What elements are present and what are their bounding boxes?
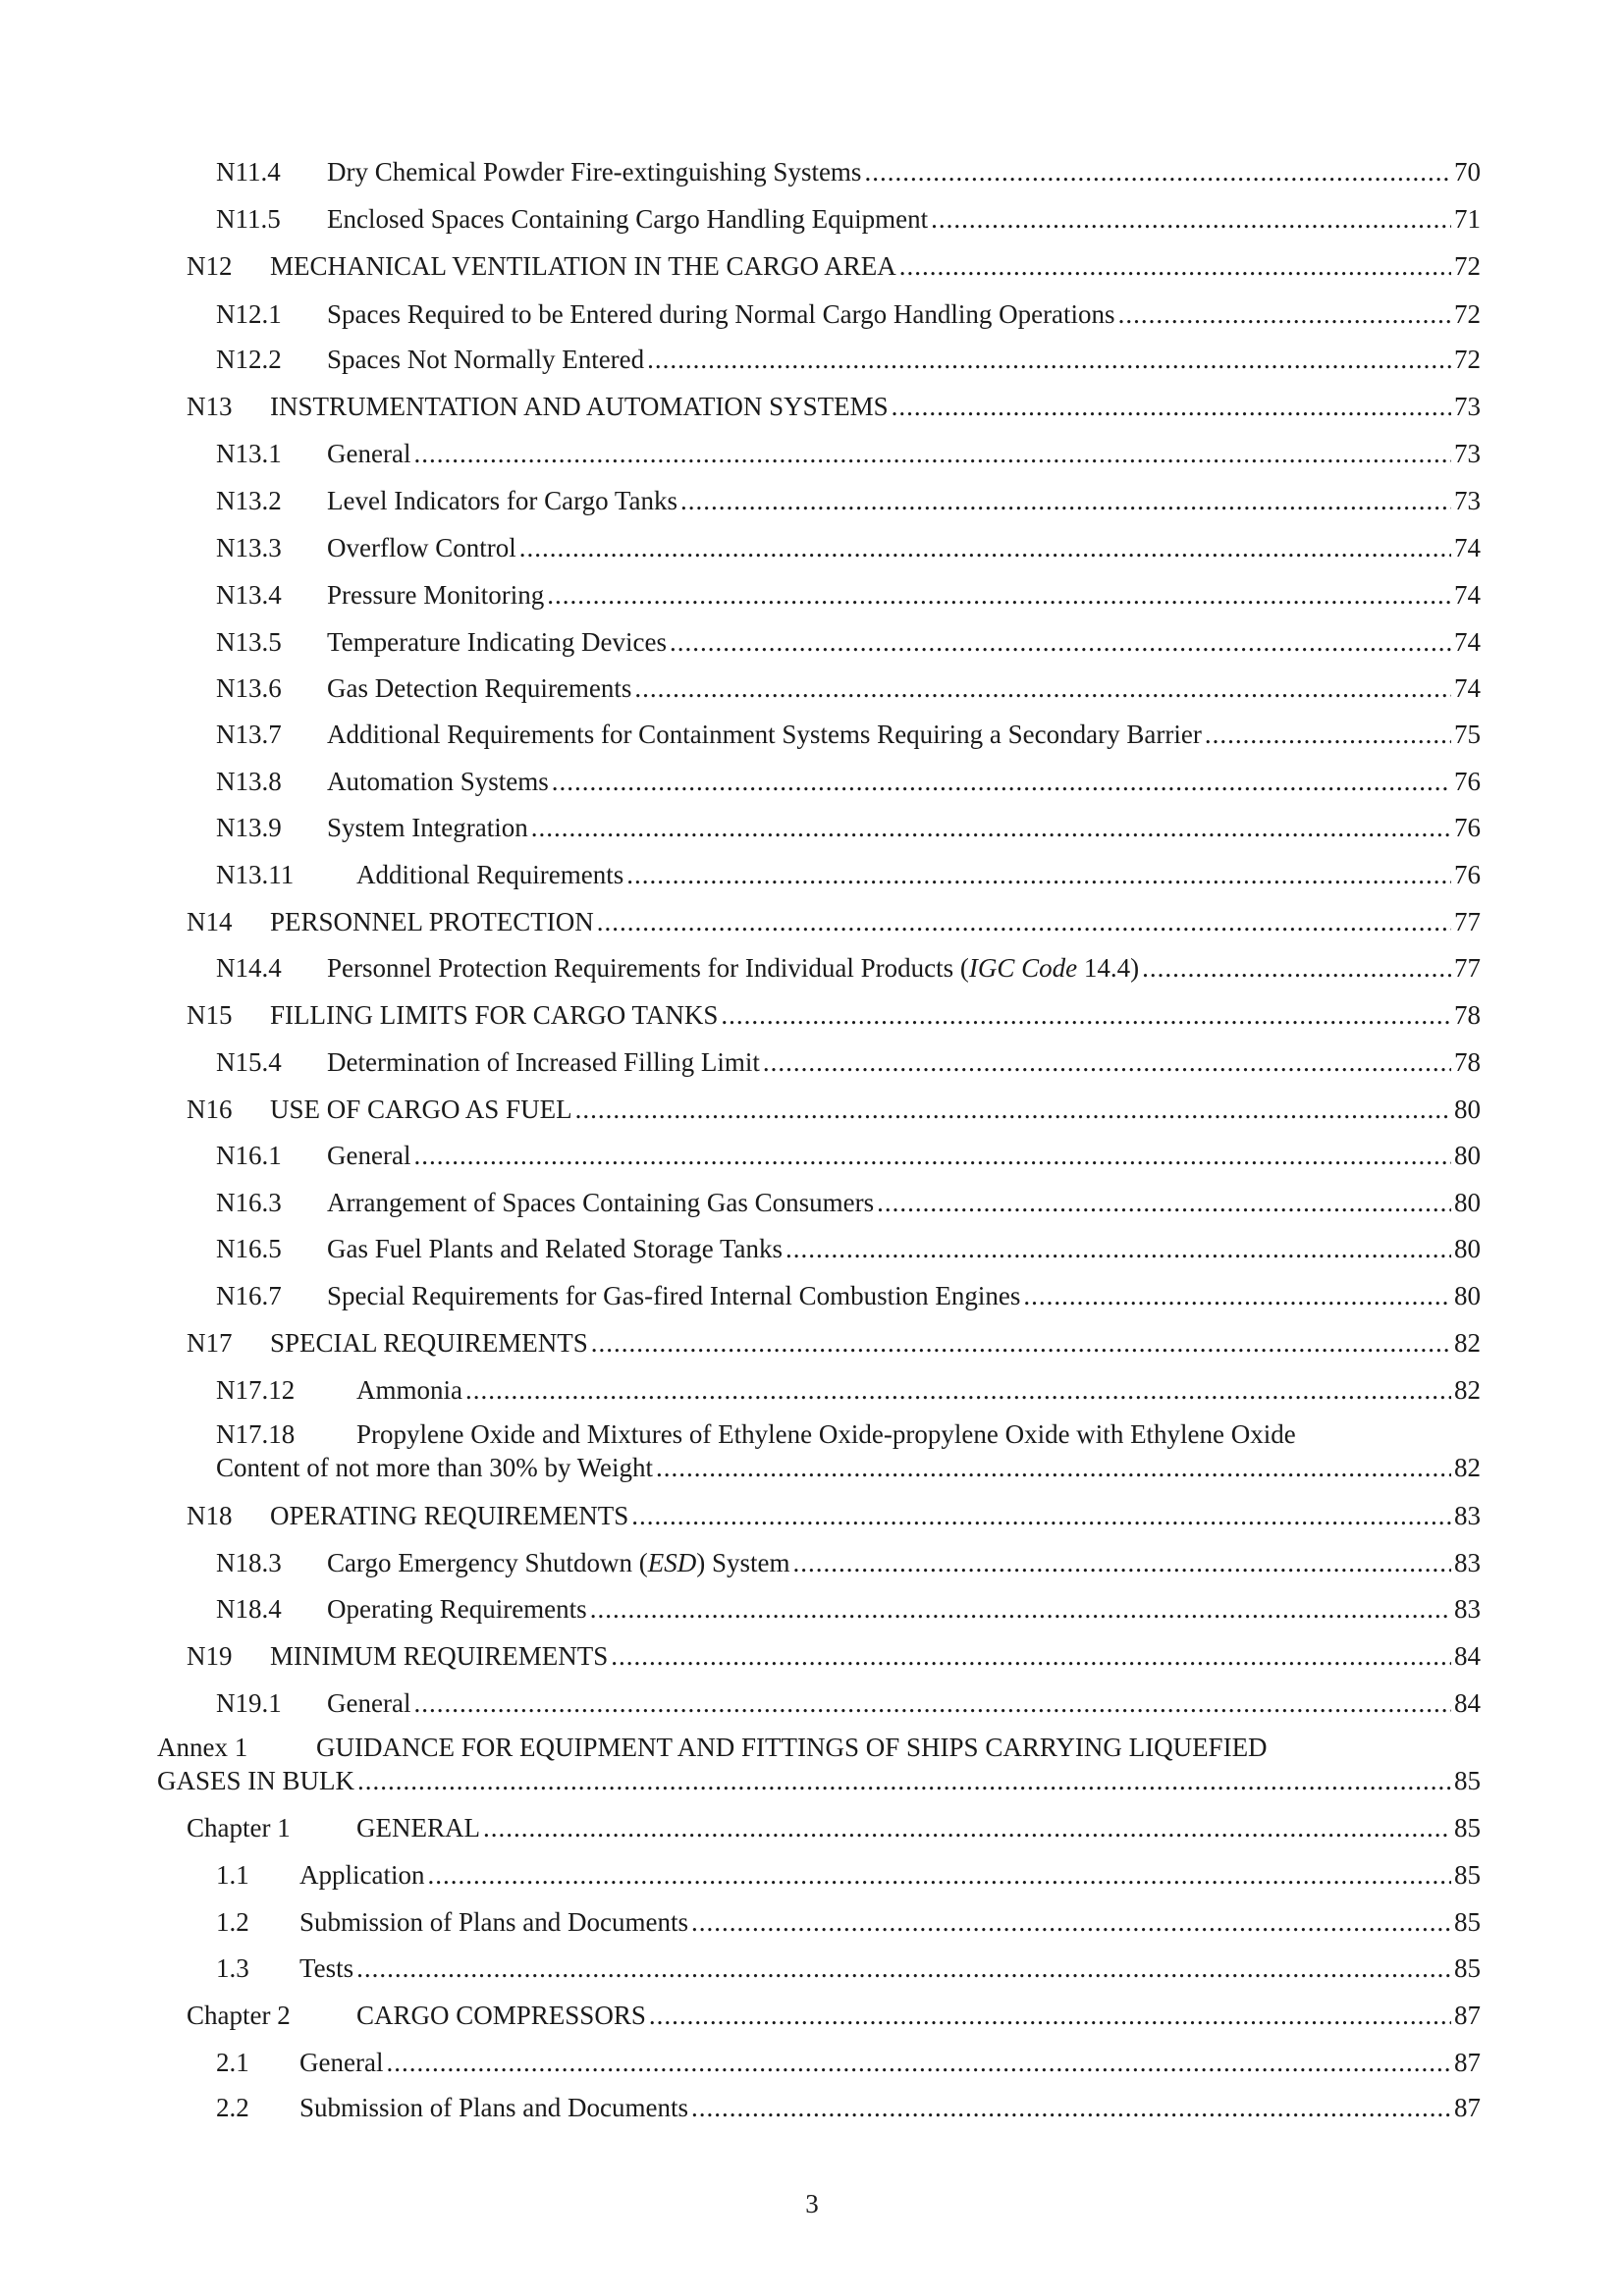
toc-entry-title: Submission of Plans and Documents	[299, 2093, 688, 2122]
toc-entry[interactable]	[216, 1139, 1481, 1172]
toc-entry-line1	[157, 1731, 1481, 1764]
toc-entry-title: SPECIAL REQUIREMENTS	[270, 1328, 588, 1358]
toc-entry-number: Chapter 2	[187, 2001, 291, 2030]
toc-entry-page: 82	[1454, 1328, 1481, 1358]
toc-entry[interactable]	[187, 1811, 1481, 1844]
toc-entry-page: 87	[1454, 2001, 1481, 2030]
toc-entry-number: N13.5	[216, 627, 282, 657]
toc-entry-number: N17.18	[216, 1419, 296, 1449]
toc-entry-number: N18	[187, 1501, 233, 1530]
toc-entry[interactable]	[216, 155, 1481, 188]
toc-entry-title: Gas Fuel Plants and Related Storage Tanks	[327, 1234, 784, 1263]
toc-entry[interactable]	[157, 1731, 1481, 1797]
toc-entry-page: 72	[1454, 345, 1481, 374]
toc-entry-title: General	[299, 2048, 384, 2077]
toc-entry[interactable]	[216, 1686, 1481, 1720]
toc-leader	[413, 1686, 1451, 1720]
toc-entry[interactable]	[216, 1279, 1481, 1312]
toc-entry-title: INSTRUMENTATION AND AUTOMATION SYSTEMS	[270, 392, 889, 421]
toc-entry-page: 85	[1454, 1766, 1481, 1795]
toc-entry-number: 1.1	[216, 1860, 249, 1890]
toc-entry-page: 76	[1454, 813, 1481, 842]
toc-leader	[1205, 718, 1451, 751]
toc-entry-title: Additional Requirements	[356, 860, 624, 889]
toc-leader	[427, 1858, 1451, 1892]
toc-entry[interactable]	[216, 2091, 1481, 2124]
toc-entry[interactable]	[187, 249, 1481, 283]
toc-entry-title-continued: GASES IN BULK	[157, 1766, 355, 1795]
toc-entry-number: N17.12	[216, 1375, 296, 1405]
toc-entry[interactable]	[216, 1951, 1481, 1985]
toc-leader	[656, 1451, 1451, 1484]
toc-leader	[877, 1186, 1451, 1219]
toc-entry-page: 80	[1454, 1141, 1481, 1170]
toc-entry-line2	[216, 1451, 1481, 1484]
toc-entry-number: N13.2	[216, 486, 282, 515]
toc-leader	[519, 531, 1451, 564]
toc-entry-number: N12	[187, 251, 233, 281]
toc-leader	[483, 1811, 1451, 1844]
toc-entry-title-continued: Content of not more than 30% by Weight	[216, 1453, 654, 1482]
toc-entry-title: General	[327, 1688, 411, 1718]
toc-entry-line1	[216, 1417, 1481, 1451]
toc-entry-title: Ammonia	[356, 1375, 462, 1405]
toc-entry-number: N13.8	[216, 767, 282, 796]
toc-entry-title: GUIDANCE FOR EQUIPMENT AND FITTINGS OF SHIPS CARRYING LIQUEFIED	[316, 1733, 1268, 1762]
toc-entry-title: Personnel Protection Requirements for Individual Products (IGC Code 14.4)	[327, 953, 1140, 983]
toc-entry-page: 85	[1454, 1907, 1481, 1937]
toc-entry-title: Temperature Indicating Devices	[327, 627, 667, 657]
toc-entry-number: N16	[187, 1095, 233, 1124]
toc-entry-title: Spaces Required to be Entered during Normal Cargo Handling Operations	[327, 299, 1115, 329]
toc-leader	[864, 155, 1451, 188]
toc-entry-page: 70	[1454, 157, 1481, 187]
toc-leader	[552, 765, 1451, 798]
toc-entry-page: 82	[1454, 1453, 1481, 1482]
toc-entry[interactable]	[216, 297, 1481, 331]
toc-entry[interactable]	[216, 811, 1481, 844]
toc-leader	[721, 998, 1451, 1032]
toc-entry-title: MINIMUM REQUIREMENTS	[270, 1641, 609, 1671]
toc-entry-title: Application	[299, 1860, 425, 1890]
toc-entry[interactable]	[216, 1592, 1481, 1626]
toc-entry-page: 85	[1454, 1953, 1481, 1983]
toc-entry-page: 72	[1454, 299, 1481, 329]
toc-entry-number: 2.1	[216, 2048, 249, 2077]
toc-entry-title: OPERATING REQUIREMENTS	[270, 1501, 629, 1530]
toc-entry[interactable]	[216, 531, 1481, 564]
toc-entry-number: 1.2	[216, 1907, 249, 1937]
toc-entry-page: 80	[1454, 1188, 1481, 1217]
toc-entry[interactable]	[216, 951, 1481, 985]
toc-entry-page: 87	[1454, 2048, 1481, 2077]
page-number: 3	[805, 2189, 819, 2218]
toc-entry-number: N16.7	[216, 1281, 282, 1310]
toc-entry-page: 83	[1454, 1501, 1481, 1530]
toc-leader	[691, 1905, 1451, 1939]
toc-entry-number: N11.5	[216, 204, 281, 234]
toc-entry[interactable]	[216, 765, 1481, 798]
toc-entry-page: 84	[1454, 1641, 1481, 1671]
toc-entry-page: 83	[1454, 1594, 1481, 1624]
toc-leader	[670, 625, 1451, 659]
toc-entry-number: N15	[187, 1000, 233, 1030]
toc-entry[interactable]	[216, 1186, 1481, 1219]
toc-entry[interactable]	[216, 1905, 1481, 1939]
toc-entry-number: N13.4	[216, 580, 282, 610]
toc-leader	[649, 1999, 1451, 2032]
toc-entry-title-italic: IGC Code	[968, 953, 1078, 983]
toc-leader	[1142, 951, 1451, 985]
toc-entry-title: USE OF CARGO AS FUEL	[270, 1095, 572, 1124]
toc-entry-page: 84	[1454, 1688, 1481, 1718]
toc-entry-title: Dry Chemical Powder Fire-extinguishing Systems	[327, 157, 862, 187]
toc-entry[interactable]	[216, 1045, 1481, 1079]
toc-entry[interactable]	[216, 718, 1481, 751]
toc-entry-number: Annex 1	[157, 1733, 248, 1762]
toc-entry-title: Tests	[299, 1953, 354, 1983]
toc-entry[interactable]	[187, 1639, 1481, 1673]
toc-entry-number: Chapter 1	[187, 1813, 291, 1842]
toc-entry-page: 80	[1454, 1281, 1481, 1310]
toc-entry-number: N13.11	[216, 860, 295, 889]
toc-entry-page: 85	[1454, 1860, 1481, 1890]
toc-entry-number: N18.3	[216, 1548, 282, 1577]
toc-entry-title: CARGO COMPRESSORS	[356, 2001, 646, 2030]
toc-entry[interactable]	[187, 390, 1481, 423]
toc-entry-page: 74	[1454, 673, 1481, 703]
toc-entry-number: N13.1	[216, 439, 282, 468]
toc-entry-title: Cargo Emergency Shutdown (ESD) System	[327, 1548, 790, 1577]
toc-leader	[1023, 1279, 1451, 1312]
toc-leader	[792, 1546, 1451, 1579]
toc-leader	[931, 202, 1451, 236]
toc-entry[interactable]	[187, 905, 1481, 938]
toc-entry-number: N13.6	[216, 673, 282, 703]
toc-entry-page: 78	[1454, 1047, 1481, 1077]
toc-entry[interactable]	[216, 343, 1481, 376]
toc-entry-page: 78	[1454, 1000, 1481, 1030]
toc-entry[interactable]	[216, 202, 1481, 236]
toc-entry-title: Spaces Not Normally Entered	[327, 345, 645, 374]
toc-entry-title: Overflow Control	[327, 533, 516, 562]
toc-entry-number: N12.1	[216, 299, 282, 329]
toc-leader	[413, 1139, 1451, 1172]
toc-entry-page: 83	[1454, 1548, 1481, 1577]
toc-entry-title: FILLING LIMITS FOR CARGO TANKS	[270, 1000, 719, 1030]
toc-entry-title: Special Requirements for Gas-fired Internal Combustion Engines	[327, 1281, 1021, 1310]
toc-entry-page: 76	[1454, 860, 1481, 889]
toc-entry-page: 73	[1454, 392, 1481, 421]
toc-entry-title: Gas Detection Requirements	[327, 673, 632, 703]
toc-entry[interactable]	[216, 858, 1481, 891]
toc-entry-number: N15.4	[216, 1047, 282, 1077]
toc-leader	[611, 1639, 1451, 1673]
toc-entry-page: 77	[1454, 907, 1481, 936]
toc-leader	[1118, 297, 1451, 331]
toc-leader	[531, 811, 1451, 844]
toc-entry[interactable]	[216, 1546, 1481, 1579]
toc-entry[interactable]	[216, 625, 1481, 659]
toc-entry-title: Determination of Increased Filling Limit	[327, 1047, 760, 1077]
toc-entry-number: N14.4	[216, 953, 282, 983]
toc-entry-page: 80	[1454, 1234, 1481, 1263]
toc-leader	[631, 1499, 1451, 1532]
toc-entry-page: 77	[1454, 953, 1481, 983]
toc-leader	[785, 1232, 1451, 1265]
toc-leader	[763, 1045, 1451, 1079]
toc-entry-page: 73	[1454, 439, 1481, 468]
toc-entry-page: 82	[1454, 1375, 1481, 1405]
toc-leader	[691, 2091, 1451, 2124]
toc-entry-title: General	[327, 439, 411, 468]
toc-leader	[356, 1951, 1451, 1985]
toc-entry-number: 1.3	[216, 1953, 249, 1983]
toc-entry-title: GENERAL	[356, 1813, 480, 1842]
toc-entry-page: 80	[1454, 1095, 1481, 1124]
toc-entry[interactable]	[216, 578, 1481, 612]
toc-entry-number: N17	[187, 1328, 233, 1358]
toc-entry-title: MECHANICAL VENTILATION IN THE CARGO AREA	[270, 251, 896, 281]
toc-entry-title: PERSONNEL PROTECTION	[270, 907, 594, 936]
toc-leader	[547, 578, 1451, 612]
toc-entry-title-italic: ESD	[647, 1548, 697, 1577]
toc-entry-number: N11.4	[216, 157, 281, 187]
toc-entry[interactable]	[187, 1999, 1481, 2032]
toc-entry-page: 74	[1454, 533, 1481, 562]
toc-entry[interactable]	[216, 1858, 1481, 1892]
toc-entry[interactable]	[216, 1232, 1481, 1265]
toc-entry-title: Enclosed Spaces Containing Cargo Handling Equipment	[327, 204, 929, 234]
toc-entry[interactable]	[187, 1093, 1481, 1126]
toc-leader	[892, 390, 1451, 423]
toc-entry-number: N19.1	[216, 1688, 282, 1718]
toc-entry[interactable]	[216, 484, 1481, 517]
toc-leader	[899, 249, 1451, 283]
toc-entry[interactable]	[187, 998, 1481, 1032]
toc-leader	[575, 1093, 1451, 1126]
toc-entry-number: N13.3	[216, 533, 282, 562]
toc-leader	[647, 343, 1451, 376]
toc-entry[interactable]	[187, 1326, 1481, 1360]
toc-entry-line2	[157, 1764, 1481, 1797]
toc-entry-number: 2.2	[216, 2093, 249, 2122]
toc-entry-page: 87	[1454, 2093, 1481, 2122]
toc-entry-title: Level Indicators for Cargo Tanks	[327, 486, 678, 515]
toc-entry-number: N18.4	[216, 1594, 282, 1624]
toc-entry[interactable]	[216, 671, 1481, 705]
toc-entry-number: N13	[187, 392, 233, 421]
toc-entry-title: Operating Requirements	[327, 1594, 587, 1624]
toc-entry-number: N16.5	[216, 1234, 282, 1263]
toc-entry-title: Arrangement of Spaces Containing Gas Consumers	[327, 1188, 875, 1217]
toc-leader	[626, 858, 1451, 891]
toc-leader	[634, 671, 1451, 705]
toc-leader	[413, 437, 1451, 470]
toc-entry-title: Pressure Monitoring	[327, 580, 545, 610]
toc-entry-title: System Integration	[327, 813, 528, 842]
toc-entry-page: 74	[1454, 627, 1481, 657]
toc-entry-title: Automation Systems	[327, 767, 549, 796]
toc-entry-title: Propylene Oxide and Mixtures of Ethylene Oxide-propylene Oxide with Ethylene Oxide	[356, 1419, 1296, 1449]
toc-entry-page: 76	[1454, 767, 1481, 796]
toc-leader	[680, 484, 1451, 517]
toc-entry-number: N19	[187, 1641, 233, 1671]
toc-leader	[590, 1592, 1451, 1626]
toc-entry-title: Submission of Plans and Documents	[299, 1907, 688, 1937]
toc-entry-number: N13.9	[216, 813, 282, 842]
toc-entry-title: General	[327, 1141, 411, 1170]
toc-entry-page: 72	[1454, 251, 1481, 281]
toc-leader	[357, 1764, 1451, 1797]
toc-entry-number: N16.3	[216, 1188, 282, 1217]
toc-entry[interactable]	[187, 1499, 1481, 1532]
toc-leader	[386, 2046, 1451, 2079]
toc-entry[interactable]	[216, 2046, 1481, 2079]
toc-entry[interactable]	[216, 1417, 1481, 1484]
toc-entry-number: N13.7	[216, 720, 282, 749]
toc-entry-number: N16.1	[216, 1141, 282, 1170]
toc-entry-page: 73	[1454, 486, 1481, 515]
toc-entry-page: 74	[1454, 580, 1481, 610]
toc-entry[interactable]	[216, 437, 1481, 470]
toc-leader	[591, 1326, 1451, 1360]
toc-entry[interactable]	[216, 1373, 1481, 1407]
toc-entry-number: N12.2	[216, 345, 282, 374]
toc-entry-page: 85	[1454, 1813, 1481, 1842]
toc-leader	[597, 905, 1451, 938]
toc-leader	[465, 1373, 1451, 1407]
toc-entry-number: N14	[187, 907, 233, 936]
toc-entry-title: Additional Requirements for Containment Systems Requiring a Secondary Barrier	[327, 720, 1202, 749]
toc-entry-page: 71	[1454, 204, 1481, 234]
toc-entry-page: 75	[1454, 720, 1481, 749]
